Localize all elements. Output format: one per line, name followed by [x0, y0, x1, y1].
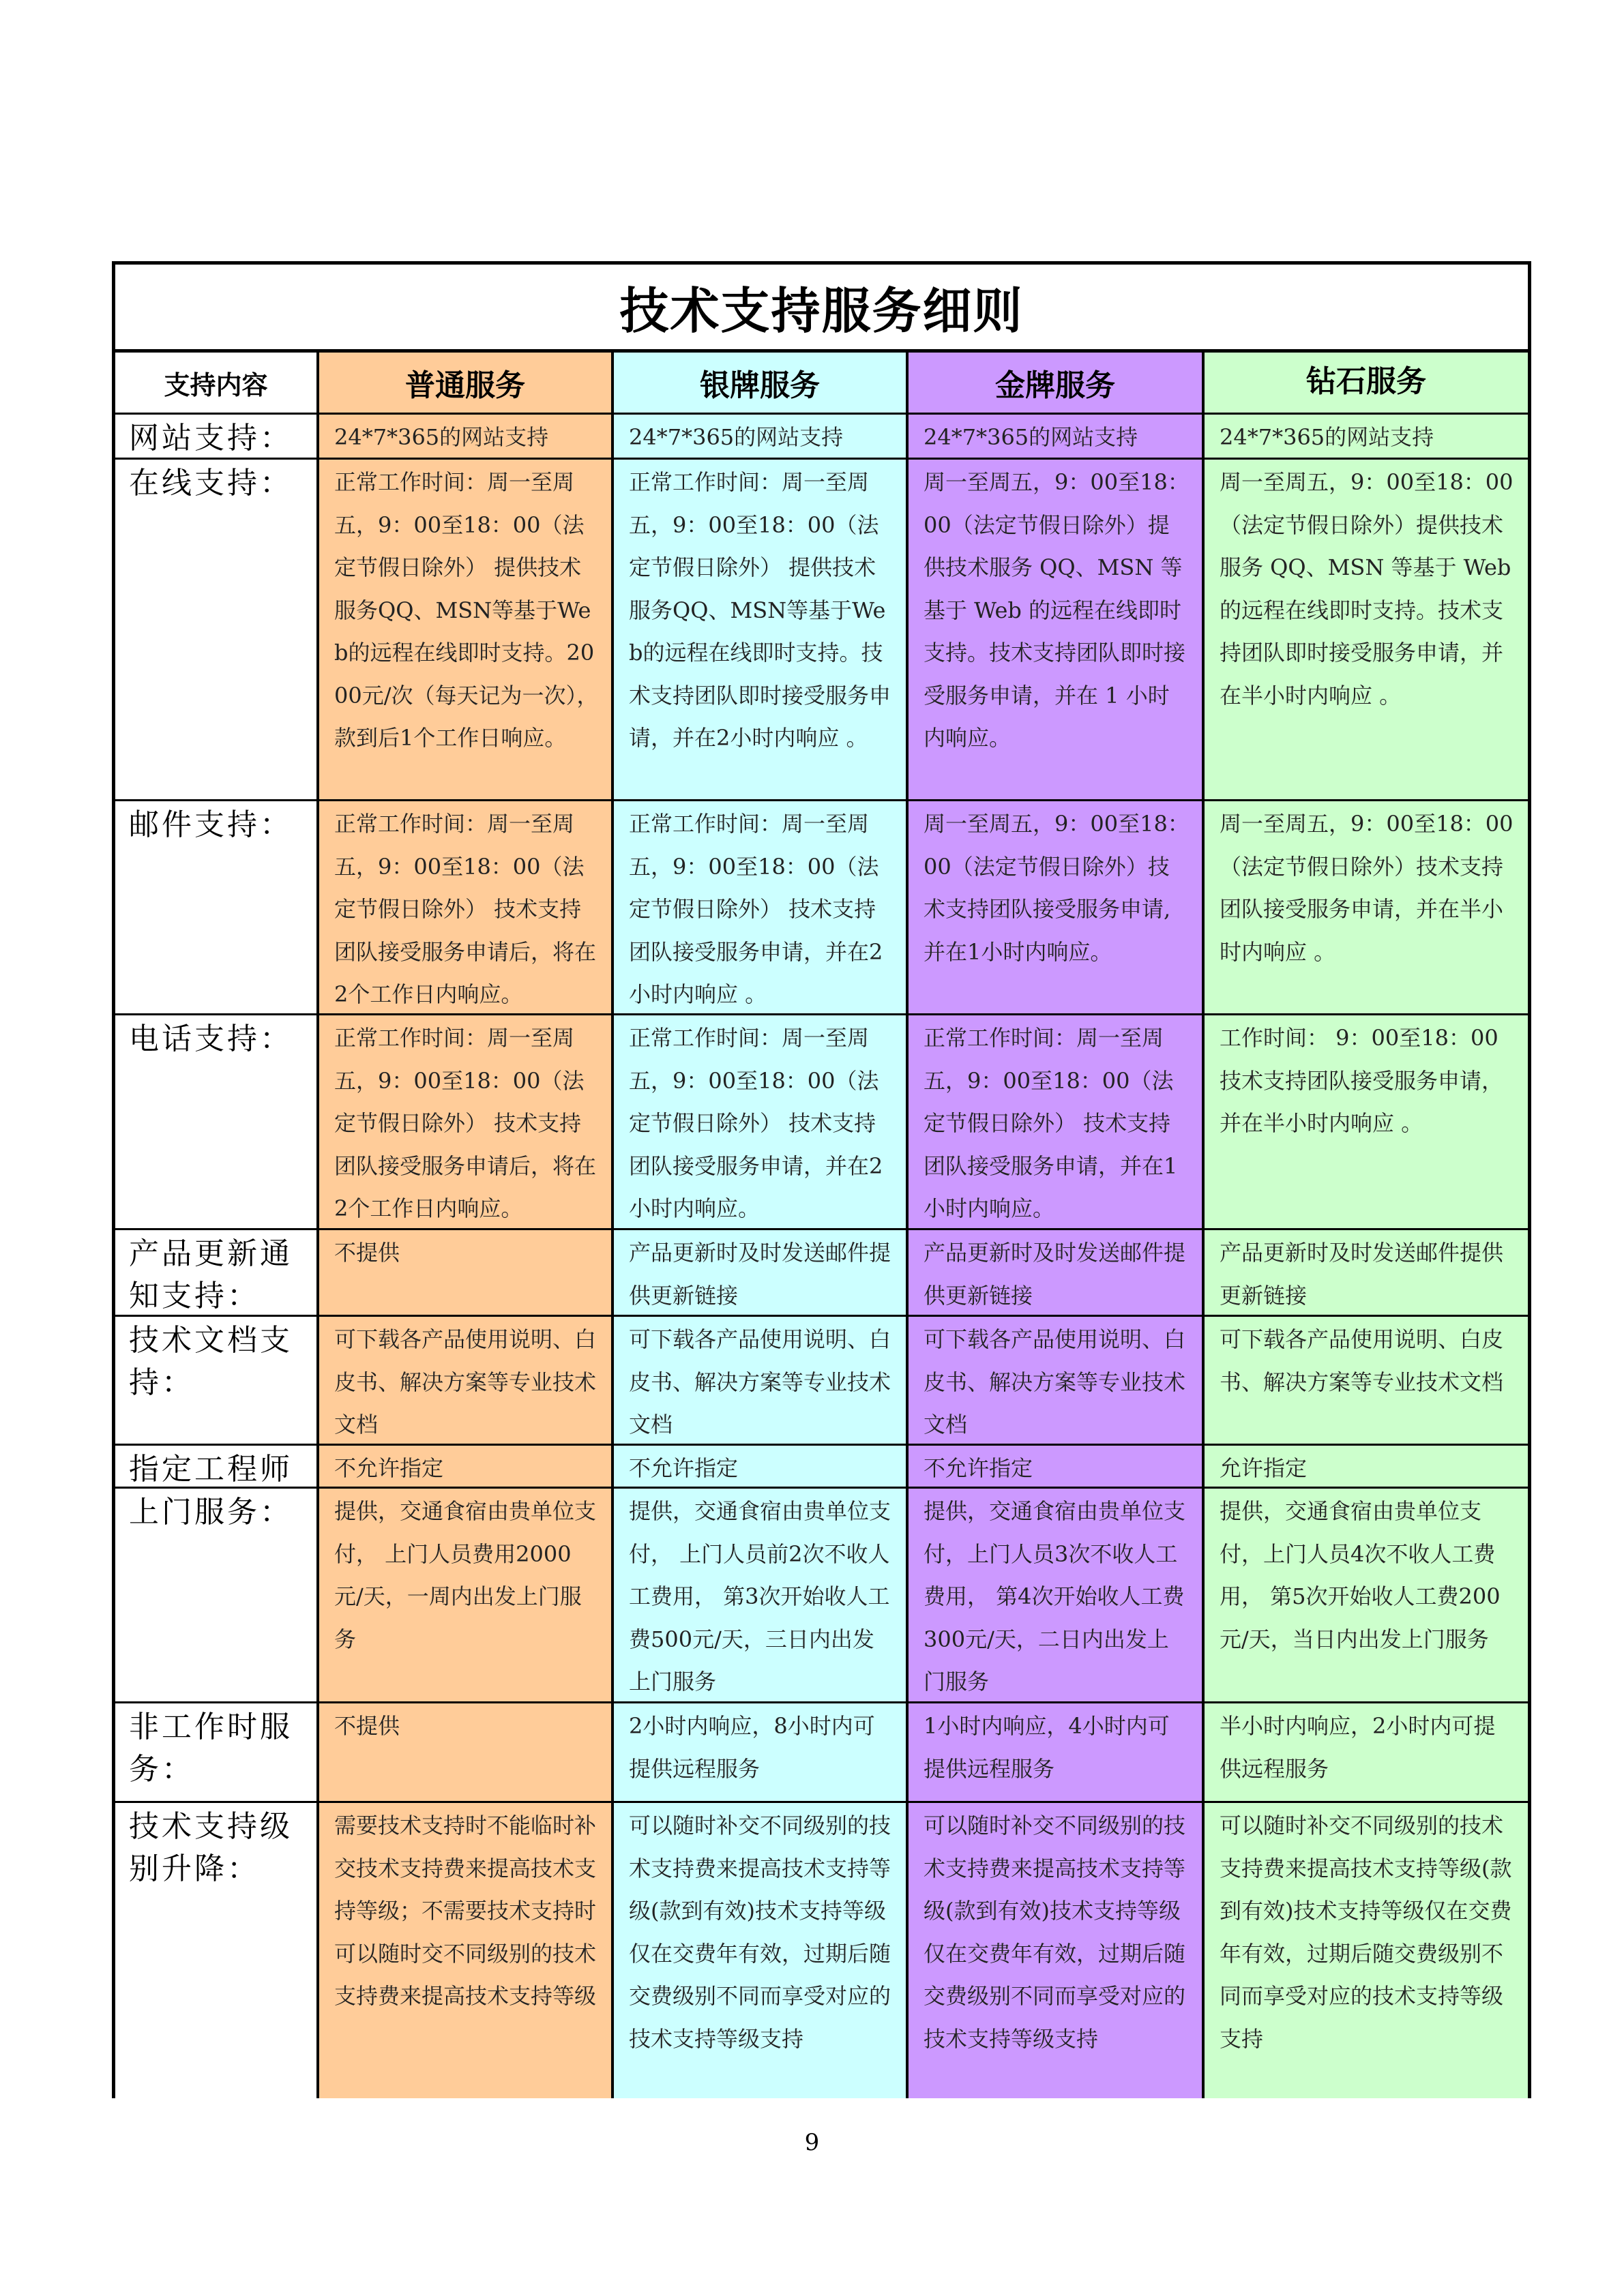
cell-diamond: 周一至周五，9：00至18：00（法定节假日除外）技术支持团队接受服务申请，并在半小时内响应 。	[1205, 801, 1528, 1013]
table-row	[115, 1446, 1528, 1489]
cell-silver: 不允许指定	[614, 1446, 909, 1487]
cell-diamond: 24*7*365的网站支持	[1205, 415, 1528, 458]
row-label: 指定工程师	[115, 1446, 319, 1487]
cell-diamond: 周一至周五，9：00至18：00（法定节假日除外）提供技术服务 QQ、MSN 等基于 Web 的远程在线即时支持。技术支持团队即时接受服务申请，并在半小时内响应 。	[1205, 460, 1528, 799]
cell-diamond: 允许指定	[1205, 1446, 1528, 1487]
cell-silver: 24*7*365的网站支持	[614, 415, 909, 458]
cell-gold: 24*7*365的网站支持	[909, 415, 1205, 458]
header-gold: 金牌服务	[909, 353, 1205, 413]
cell-diamond: 产品更新时及时发送邮件提供更新链接	[1205, 1230, 1528, 1315]
cell-standard: 正常工作时间：周一至周五，9：00至18：00（法定节假日除外） 技术支持团队接受服务申请后，将在2个工作日内响应。	[319, 1015, 614, 1228]
row-label: 技术文档支持：	[115, 1317, 319, 1444]
cell-standard: 不提供	[319, 1703, 614, 1801]
table-row	[115, 1803, 1528, 2098]
row-label: 产品更新通知支持：	[115, 1230, 319, 1315]
table-row	[115, 1317, 1528, 1446]
cell-gold: 周一至周五，9：00至18：00（法定节假日除外）技术支持团队接受服务申请,并在1小时内响应。	[909, 801, 1205, 1013]
row-label: 技术支持级别升降：	[115, 1803, 319, 2098]
cell-standard: 不提供	[319, 1230, 614, 1315]
table-row	[115, 1015, 1528, 1230]
cell-silver: 正常工作时间：周一至周五，9：00至18：00（法定节假日除外） 技术支持团队接受服务申请，并在2小时内响应。	[614, 1015, 909, 1228]
cell-silver: 2小时内响应，8小时内可提供远程服务	[614, 1703, 909, 1801]
row-label: 在线支持：	[115, 460, 319, 799]
header-support-content: 支持内容	[115, 353, 319, 413]
cell-gold: 提供，交通食宿由贵单位支付，上门人员3次不收人工费用， 第4次开始收人工费300元/天，二日内出发上门服务	[909, 1489, 1205, 1701]
column-header-row	[115, 353, 1528, 415]
cell-gold: 产品更新时及时发送邮件提供更新链接	[909, 1230, 1205, 1315]
cell-gold: 周一至周五，9：00至18：00（法定节假日除外）提供技术服务 QQ、MSN 等基于 Web 的远程在线即时支持。技术支持团队即时接受服务申请，并在 1 小时内响应。	[909, 460, 1205, 799]
row-label: 非工作时服务：	[115, 1703, 319, 1801]
table-row	[115, 1230, 1528, 1317]
table-row	[115, 1489, 1528, 1703]
cell-diamond: 可以随时补交不同级别的技术支持费来提高技术支持等级(款到有效)技术支持等级仅在交费年有效，过期后随交费级别不同而享受对应的技术支持等级支持	[1205, 1803, 1528, 2098]
cell-gold: 1小时内响应，4小时内可提供远程服务	[909, 1703, 1205, 1801]
table-row	[115, 415, 1528, 460]
cell-standard: 24*7*365的网站支持	[319, 415, 614, 458]
table-row	[115, 1703, 1528, 1803]
service-table	[112, 261, 1531, 2098]
cell-standard: 需要技术支持时不能临时补交技术支持费来提高技术支持等级；不需要技术支持时可以随时交不同级别的技术支持费来提高技术支持等级	[319, 1803, 614, 2098]
cell-silver: 正常工作时间：周一至周五，9：00至18：00（法定节假日除外） 技术支持团队接受服务申请，并在2小时内响应 。	[614, 801, 909, 1013]
row-label: 上门服务：	[115, 1489, 319, 1701]
cell-gold: 不允许指定	[909, 1446, 1205, 1487]
cell-silver: 提供，交通食宿由贵单位支付， 上门人员前2次不收人工费用， 第3次开始收人工费500元/天，三日内出发上门服务	[614, 1489, 909, 1701]
header-diamond: 钻石服务	[1205, 353, 1528, 413]
cell-silver: 可以随时补交不同级别的技术支持费来提高技术支持等级(款到有效)技术支持等级仅在交费年有效，过期后随交费级别不同而享受对应的技术支持等级支持	[614, 1803, 909, 2098]
cell-diamond: 半小时内响应，2小时内可提供远程服务	[1205, 1703, 1528, 1801]
cell-diamond: 工作时间： 9：00至18：00 技术支持团队接受服务申请，并在半小时内响应 。	[1205, 1015, 1528, 1228]
table-row	[115, 801, 1528, 1015]
table-row	[115, 460, 1528, 801]
header-standard: 普通服务	[319, 353, 614, 413]
cell-gold: 可下载各产品使用说明、白皮书、解决方案等专业技术文档	[909, 1317, 1205, 1444]
page-number: 9	[804, 2129, 820, 2156]
row-label: 网站支持：	[115, 415, 319, 458]
row-label: 邮件支持：	[115, 801, 319, 1013]
table-title-row	[115, 265, 1528, 353]
row-label: 电话支持：	[115, 1015, 319, 1228]
page-title: 技术支持服务细则	[619, 282, 1024, 340]
cell-silver: 正常工作时间：周一至周五，9：00至18：00（法定节假日除外） 提供技术服务QQ、MSN等基于Web的远程在线即时支持。技术支持团队即时接受服务申请，并在2小时内响应 。	[614, 460, 909, 799]
cell-standard: 正常工作时间：周一至周五，9：00至18：00（法定节假日除外） 提供技术服务QQ、MSN等基于Web的远程在线即时支持。2000元/次（每天记为一次），款到后1个工作日响应。	[319, 460, 614, 799]
cell-silver: 可下载各产品使用说明、白皮书、解决方案等专业技术文档	[614, 1317, 909, 1444]
cell-diamond: 提供，交通食宿由贵单位支付，上门人员4次不收人工费用， 第5次开始收人工费200元/天，当日内出发上门服务	[1205, 1489, 1528, 1701]
cell-diamond: 可下载各产品使用说明、白皮书、解决方案等专业技术文档	[1205, 1317, 1528, 1444]
cell-gold: 可以随时补交不同级别的技术支持费来提高技术支持等级(款到有效)技术支持等级仅在交费年有效，过期后随交费级别不同而享受对应的技术支持等级支持	[909, 1803, 1205, 2098]
cell-standard: 正常工作时间：周一至周五，9：00至18：00（法定节假日除外） 技术支持团队接受服务申请后，将在2个工作日内响应。	[319, 801, 614, 1013]
cell-standard: 提供，交通食宿由贵单位支付， 上门人员费用2000元/天，一周内出发上门服务	[319, 1489, 614, 1701]
cell-silver: 产品更新时及时发送邮件提供更新链接	[614, 1230, 909, 1315]
header-silver: 银牌服务	[614, 353, 909, 413]
cell-gold: 正常工作时间：周一至周五，9：00至18：00（法定节假日除外） 技术支持团队接受服务申请，并在1小时内响应。	[909, 1015, 1205, 1228]
cell-standard: 不允许指定	[319, 1446, 614, 1487]
cell-standard: 可下载各产品使用说明、白皮书、解决方案等专业技术文档	[319, 1317, 614, 1444]
